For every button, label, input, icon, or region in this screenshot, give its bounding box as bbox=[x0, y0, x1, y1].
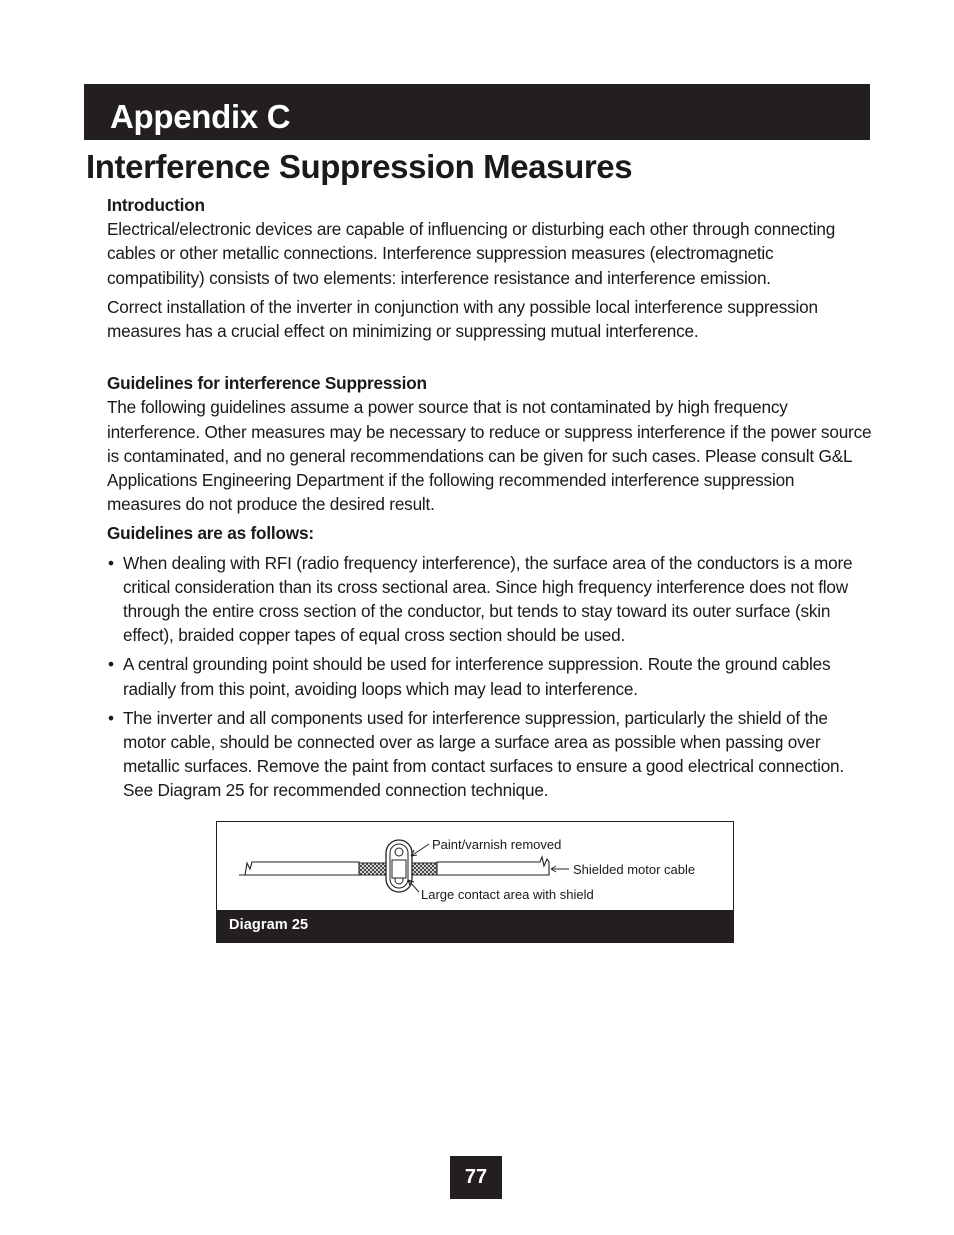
list-item-text: A central grounding point should be used for interference suppression. Route the ground cables radially from this point, avoiding loops which may lead to interference. bbox=[123, 654, 831, 699]
diagram-caption-bar bbox=[217, 910, 733, 942]
cable-right-icon bbox=[437, 857, 549, 875]
cable-clamp-illustration bbox=[217, 822, 733, 912]
appendix-label: Appendix C bbox=[110, 98, 291, 135]
section-spacer bbox=[107, 348, 872, 371]
guidelines-subheading: Guidelines are as follows: bbox=[107, 523, 314, 544]
bullet-icon: • bbox=[108, 707, 114, 728]
diagram-25 bbox=[216, 821, 734, 943]
bullet-icon: • bbox=[108, 654, 114, 675]
guidelines-paragraph: The following guidelines assume a power source that is not contaminated by high frequency interference. Other measures may be necessary to reduce or suppress interference if the power source is contaminated, and no general recommendations can be given for such cases. Please consult G&L Applications Engineering Department if the following recommended interference suppression measures do not produce the desired result. bbox=[107, 397, 872, 515]
contact-area-label: Large contact area with shield bbox=[421, 887, 594, 902]
paint-removed-label: Paint/varnish removed bbox=[432, 837, 562, 852]
list-item bbox=[107, 706, 872, 803]
list-item-text: The inverter and all components used for interference suppression, particularly the shield of the motor cable, should be connected over as large a surface area as possible when passing over metallic surfaces. Remove the paint from contact surfaces to ensure a good electrical connection. See Diagram 25 for recommended connection technique. bbox=[123, 707, 844, 801]
list-item bbox=[107, 652, 872, 700]
page-number: 77 bbox=[450, 1156, 502, 1199]
list-item-text: When dealing with RFI (radio frequency interference), the surface area of the conductors is a more critical consideration than its cross sectional area. Since high frequency interference does not flow through the entire cross section of the conductor, but tends to stay toward its outer surface (skin effect), braided copper tapes of equal cross section should be used. bbox=[123, 552, 853, 646]
clamp-icon bbox=[386, 840, 412, 892]
intro-paragraph-2: Correct installation of the inverter in conjunction with any possible local interference suppression measures has a crucial effect on minimizing or suppressing mutual interference. bbox=[107, 296, 818, 342]
main-content bbox=[107, 193, 872, 808]
list-item bbox=[107, 551, 872, 648]
appendix-banner bbox=[84, 84, 870, 140]
introduction-heading: Introduction bbox=[107, 195, 205, 215]
bullet-icon: • bbox=[108, 552, 114, 573]
guidelines-list bbox=[107, 551, 872, 803]
intro-paragraph-1: Electrical/electronic devices are capable of influencing or disturbing each other through connecting cables or other metallic connections. Interference suppression measures (electromagnetic compatibility) consists of two elements: interference resistance and interference emission. bbox=[107, 219, 836, 288]
guidelines-heading: Guidelines for interference Suppression bbox=[107, 373, 427, 394]
page-title: Interference Suppression Measures bbox=[86, 148, 633, 185]
shielded-cable-label: Shielded motor cable bbox=[573, 862, 696, 877]
diagram-caption: Diagram 25 bbox=[229, 917, 309, 933]
cable-left-icon bbox=[239, 862, 359, 875]
